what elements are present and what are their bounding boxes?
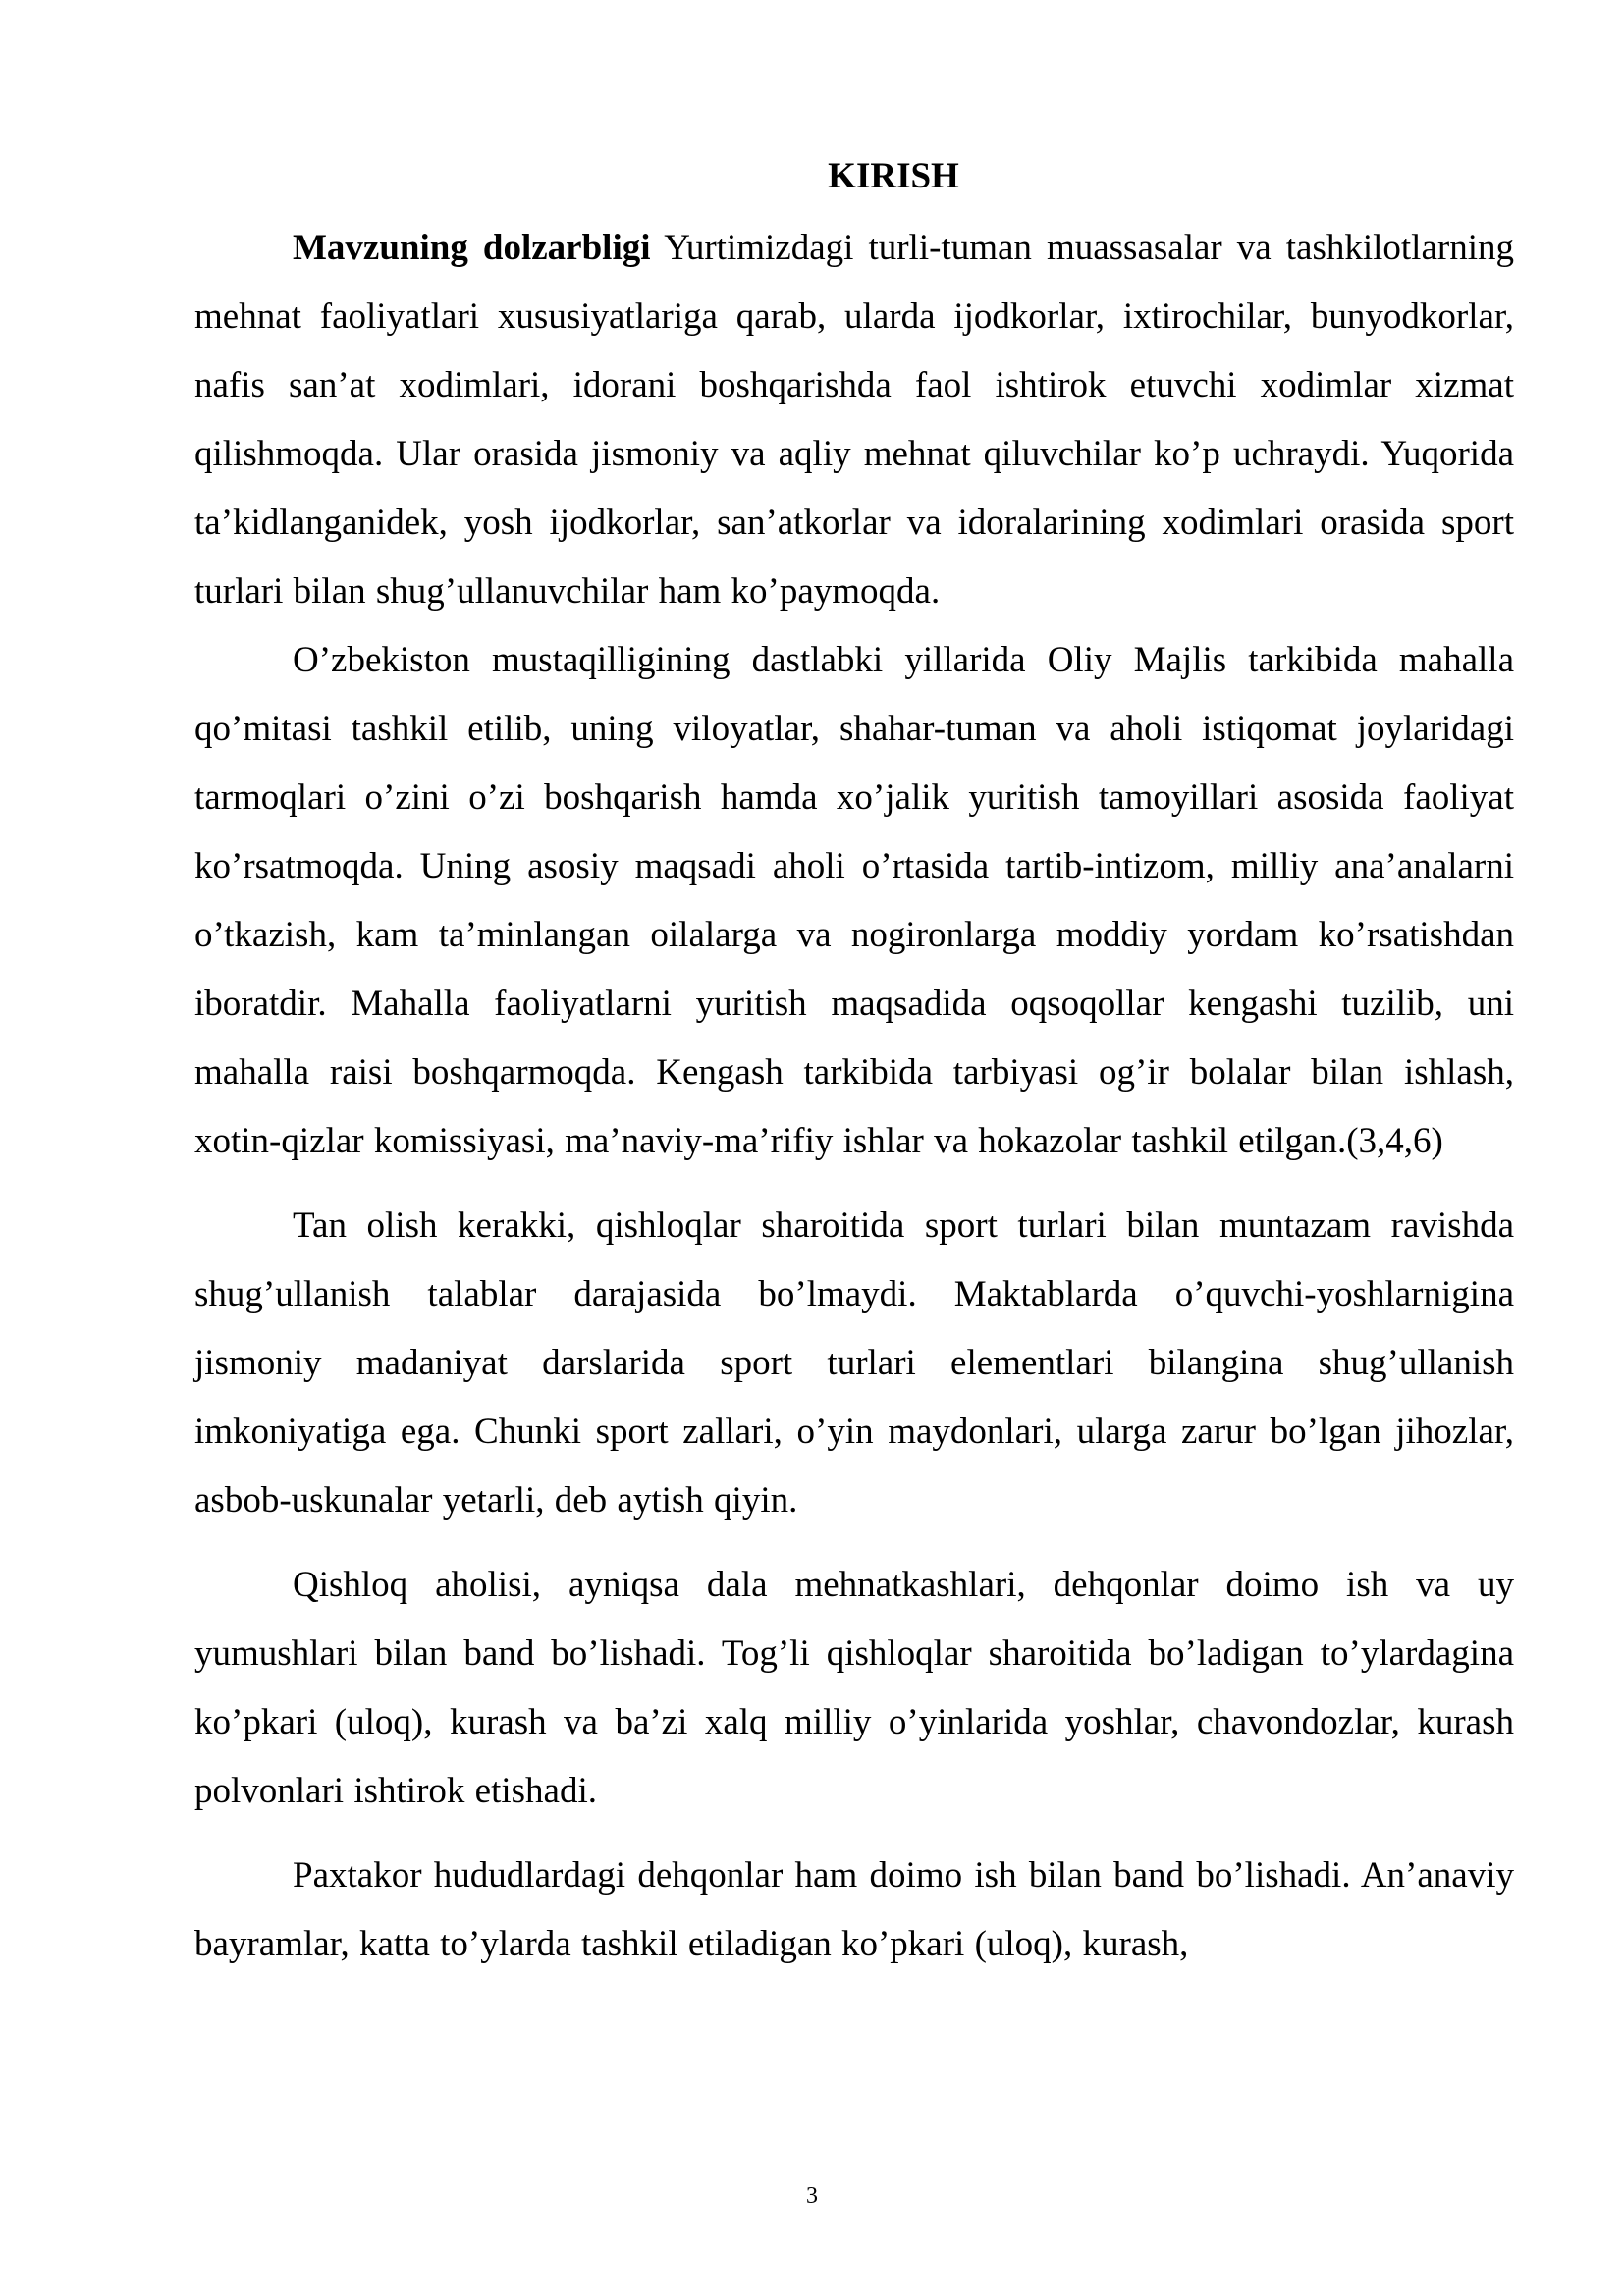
page-title: KIRISH [828,156,959,196]
paragraph-village-residents [194,1551,1514,1826]
paragraph-independence [194,626,1514,1176]
paragraph-text: Qishloq aholisi, ayniqsa dala mehnatkashlari, dehqonlar doimo ish va uy yumushlari bilan band bo’lishadi. Tog’li qishloqlar sharoitida bo’ladigan to’ylardagina ko’pkari (uloq), kurash va ba’zi xalq milliy o’yinlarida yoshlar, chavondozlar, kurash polvonlari ishtirok etishadi. [194,1565,1514,1811]
page-number: 3 [806,2183,818,2209]
document-page [194,147,1514,1979]
paragraph-villages-sport [194,1192,1514,1535]
paragraph-cotton-farmers [194,1842,1514,1979]
paragraph-lead: Mavzuning dolzarbligi [293,228,651,268]
paragraph-text: O’zbekiston mustaqilligining dastlabki yillarida Oliy Majlis tarkibida mahalla qo’mitasi tashkil etilib, uning viloyatlar, shahar-tuman va aholi istiqomat joylaridagi tarmoqlari o’zini o’zi boshqarish hamda xo’jalik yuritish tamoyillari asosida faoliyat ko’rsatmoqda. Uning asosiy maqsadi aholi o’rtasida tartib-intizom, milliy ana’analarni o’tkazish, kam ta’minlangan oilalarga va nogironlarga moddiy yordam ko’rsatishdan iboratdir. Mahalla faoliyatlarni yuritish maqsadida oqsoqollar kengashi tuzilib, uni mahalla raisi boshqarmoqda. Kengash tarkibida tarbiyasi og’ir bolalar bilan ishlash, xotin-qizlar komissiyasi, ma’naviy-ma’rifiy ishlar va hokazolar tashkil etilgan.(3,4,6) [194,640,1514,1161]
paragraph-text: Paxtakor hududlardagi dehqonlar ham doimo ish bilan band bo’lishadi. An’anaviy bayramlar, katta to’ylarda tashkil etiladigan ko’pkari (uloq), kurash, [194,1855,1514,1964]
paragraph-relevance [194,214,1514,626]
paragraph-text: Tan olish kerakki, qishloqlar sharoitida sport turlari bilan muntazam ravishda shug’ullanish talablar darajasida bo’lmaydi. Maktablarda o’quvchi-yoshlarnigina jismoniy madaniyat darslarida sport turlari elementlari bilangina shug’ullanish imkoniyatiga ega. Chunki sport zallari, o’yin maydonlari, ularga zarur bo’lgan jihozlar, asbob-uskunalar yetarli, deb aytish qiyin. [194,1205,1514,1521]
paragraph-text: Yurtimizdagi turli-tuman muassasalar va tashkilotlarning mehnat faoliyatlari xususiyatlariga qarab, ularda ijodkorlar, ixtirochilar, bunyodkorlar, nafis san’at xodimlari, idorani boshqarishda faol ishtirok etuvchi xodimlar xizmat qilishmoqda. Ular orasida jismoniy va aqliy mehnat qiluvchilar ko’p uchraydi. Yuqorida ta’kidlanganidek, yosh ijodkorlar, san’atkorlar va idoralarining xodimlari orasida sport turlari bilan shug’ullanuvchilar ham ko’paymoqda. [194,228,1514,612]
